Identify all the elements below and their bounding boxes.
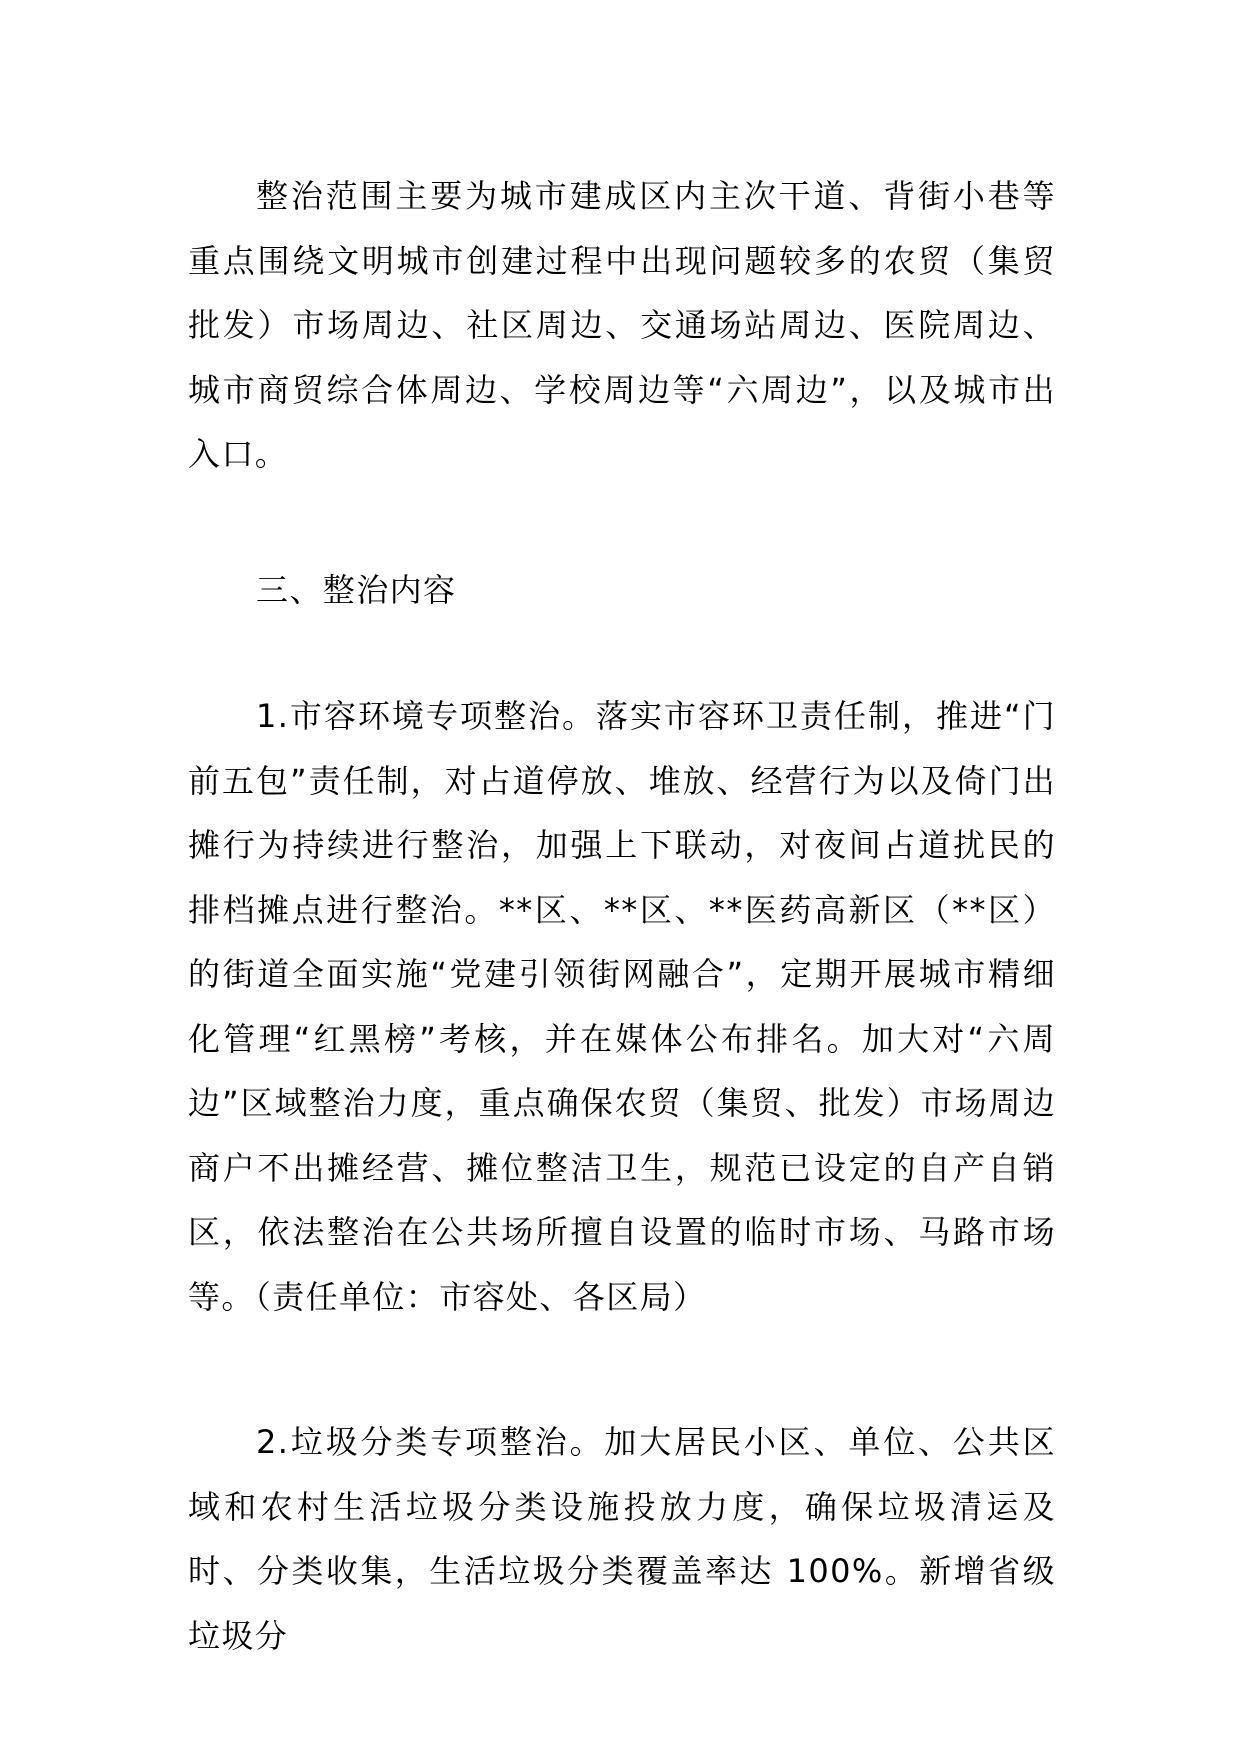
item-1-paragraph: 1.市容环境专项整治。落实市容环卫责任制，推进“门前五包”责任制，对占道停放、堆放、经营行为以及倚门出摊行为持续进行整治，加强上下联动，对夜间占道扰民的排档摊点进行整治。**区、**区、**医药高新区（**区）的街道全面实施“党建引领街网融合”，定期开展城市精细化管理“红黑榜”考核，并在媒体公布排名。加大对“六周边”区域整治力度，重点确保农贸（集贸、批发）市场周边商户不出摊经营、摊位整洁卫生，规范已设定的自产自销区，依法整治在公共场所擅自设置的临时市场、马路市场等。（责任单位：市容处、各区局） <box>188 697 1056 1316</box>
item-2-paragraph: 2.垃圾分类专项整治。加大居民小区、单位、公共区域和农村生活垃圾分类设施投放力度，确保垃圾清运及时、分类收集，生活垃圾分类覆盖率达 100%。新增省级垃圾分 <box>188 1423 1056 1655</box>
scope-paragraph: 整治范围主要为城市建成区内主次干道、背街小巷等重点围绕文明城市创建过程中出现问题较多的农贸（集贸批发）市场周边、社区周边、交通场站周边、医院周边、城市商贸综合体周边、学校周边等“六周边”，以及城市出入口。 <box>188 177 1056 473</box>
section-heading: 三、整治内容 <box>256 571 457 609</box>
